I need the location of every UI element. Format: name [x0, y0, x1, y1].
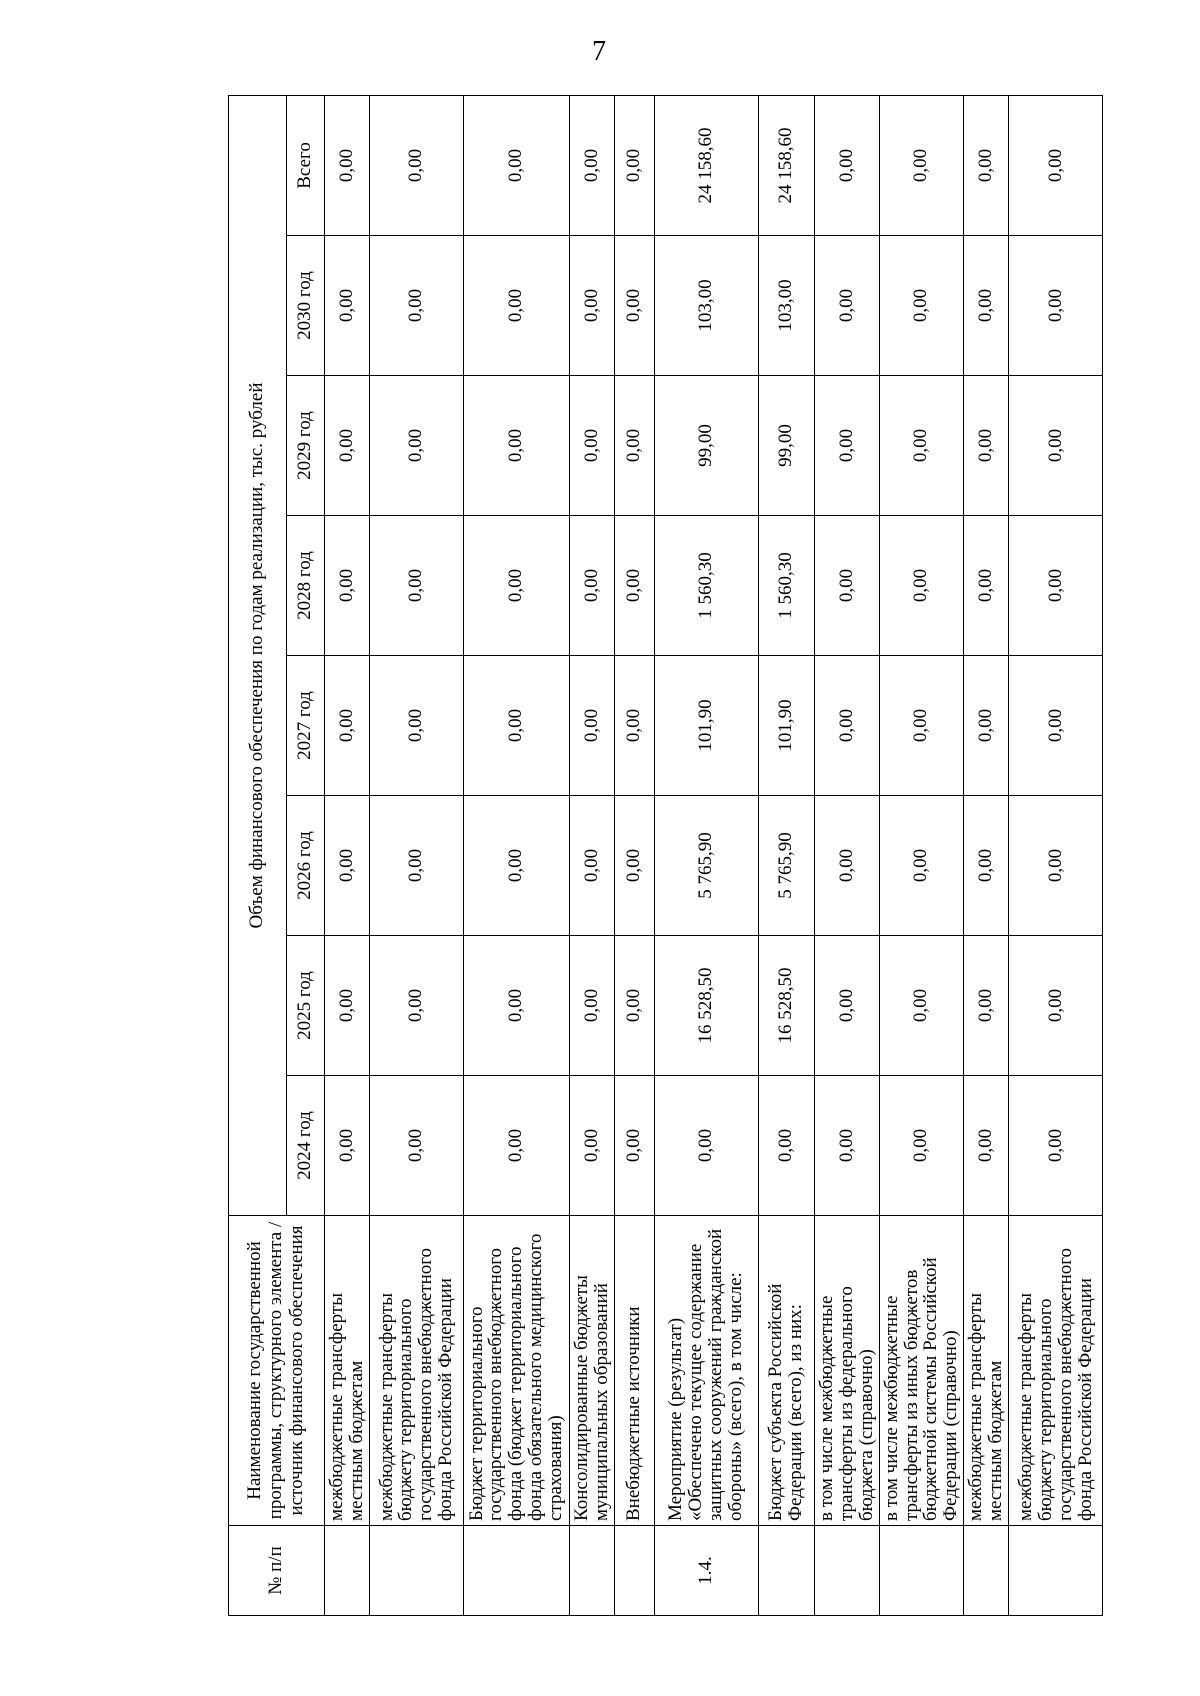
row-number [964, 1526, 1009, 1616]
financing-table [228, 95, 1103, 1616]
row-number [325, 1526, 370, 1616]
row-name: межбюджетные трансферты бюджету территориального государственного внебюджетного фонда Российской Федерации [369, 1216, 463, 1526]
row-value: 0,00 [569, 656, 614, 796]
row-value: 0,00 [369, 236, 463, 376]
row-number [758, 1526, 814, 1616]
row-value: 0,00 [325, 1076, 370, 1216]
row-number [1009, 1526, 1103, 1616]
row-name: в том числе межбюджетные трансферты из иных бюджетов бюджетной системы Российской Федерации (справочно) [879, 1216, 964, 1526]
row-value: 0,00 [325, 376, 370, 516]
row-value: 0,00 [814, 376, 879, 516]
row-value: 0,00 [569, 516, 614, 656]
header-year: 2024 год [287, 1076, 325, 1216]
row-value: 99,00 [654, 376, 758, 516]
row-value: 0,00 [614, 516, 654, 656]
table-row [369, 95, 463, 1615]
rotated-table-container [228, 96, 1096, 1616]
row-name: межбюджетные трансферты местным бюджетам [325, 1216, 370, 1526]
row-value: 0,00 [325, 796, 370, 936]
row-value: 0,00 [463, 376, 569, 516]
row-value: 0,00 [964, 516, 1009, 656]
row-value: 0,00 [569, 236, 614, 376]
row-value: 0,00 [964, 936, 1009, 1076]
header-number: № п/п [229, 1526, 325, 1616]
table-row [569, 95, 614, 1615]
table-row [325, 95, 370, 1615]
row-value: 0,00 [369, 1076, 463, 1216]
row-value: 0,00 [1009, 656, 1103, 796]
row-name: межбюджетные трансферты бюджету территориального государственного внебюджетного фонда Российской Федерации [1009, 1216, 1103, 1526]
row-value: 0,00 [614, 936, 654, 1076]
row-name: в том числе межбюджетные трансферты из федерального бюджета (справочно) [814, 1216, 879, 1526]
table-row [654, 95, 758, 1615]
row-value: 0,00 [463, 796, 569, 936]
table-row [1009, 95, 1103, 1615]
row-number [879, 1526, 964, 1616]
row-name: Внебюджетные источники [614, 1216, 654, 1526]
table-row [879, 95, 964, 1615]
page-number: 7 [592, 36, 606, 67]
row-value: 0,00 [325, 236, 370, 376]
row-value: 0,00 [654, 1076, 758, 1216]
row-value: 0,00 [369, 516, 463, 656]
row-value: 0,00 [879, 936, 964, 1076]
row-value: 0,00 [463, 936, 569, 1076]
row-value: 0,00 [814, 516, 879, 656]
table-row [614, 95, 654, 1615]
row-value: 103,00 [654, 236, 758, 376]
row-total: 0,00 [814, 95, 879, 235]
row-value: 0,00 [814, 236, 879, 376]
row-value: 16 528,50 [654, 936, 758, 1076]
row-value: 0,00 [879, 1076, 964, 1216]
row-value: 0,00 [964, 236, 1009, 376]
row-value: 5 765,90 [758, 796, 814, 936]
row-total: 0,00 [1009, 95, 1103, 235]
row-value: 0,00 [814, 1076, 879, 1216]
row-value: 0,00 [1009, 516, 1103, 656]
row-value: 5 765,90 [654, 796, 758, 936]
row-value: 0,00 [463, 656, 569, 796]
row-total: 0,00 [964, 95, 1009, 235]
row-value: 0,00 [1009, 796, 1103, 936]
row-value: 0,00 [569, 936, 614, 1076]
row-value: 0,00 [879, 516, 964, 656]
header-group: Объем финансового обеспечения по годам реализации, тыс. рублей [229, 95, 287, 1215]
row-value: 0,00 [814, 796, 879, 936]
row-number [614, 1526, 654, 1616]
row-total: 24 158,60 [758, 95, 814, 235]
header-total: Всего [287, 95, 325, 235]
header-year: 2029 год [287, 376, 325, 516]
row-number [463, 1526, 569, 1616]
row-total: 24 158,60 [654, 95, 758, 235]
row-value: 0,00 [879, 236, 964, 376]
header-year: 2025 год [287, 936, 325, 1076]
row-value: 101,90 [654, 656, 758, 796]
row-value: 0,00 [1009, 236, 1103, 376]
row-name: Бюджет территориального государственного внебюджетного фонда (бюджет территориального фонда обязательного медицинского страхования) [463, 1216, 569, 1526]
row-value: 0,00 [569, 376, 614, 516]
row-value: 0,00 [964, 376, 1009, 516]
row-value: 0,00 [369, 656, 463, 796]
row-number [369, 1526, 463, 1616]
row-value: 0,00 [369, 936, 463, 1076]
table-body [325, 95, 1103, 1615]
row-value: 0,00 [879, 376, 964, 516]
row-value: 0,00 [463, 516, 569, 656]
row-value: 0,00 [325, 656, 370, 796]
table-row [758, 95, 814, 1615]
header-name: Наименование государственной программы, структурного элемента / источник финансового обеспечения [229, 1216, 325, 1526]
row-value: 0,00 [964, 1076, 1009, 1216]
row-value: 0,00 [879, 796, 964, 936]
row-number [569, 1526, 614, 1616]
row-total: 0,00 [325, 95, 370, 235]
row-number: 1.4. [654, 1526, 758, 1616]
row-value: 0,00 [879, 656, 964, 796]
row-total: 0,00 [614, 95, 654, 235]
row-name: Бюджет субъекта Российской Федерации (всего), из них: [758, 1216, 814, 1526]
row-total: 0,00 [369, 95, 463, 235]
row-value: 0,00 [964, 656, 1009, 796]
header-year: 2028 год [287, 516, 325, 656]
row-total: 0,00 [463, 95, 569, 235]
row-name: межбюджетные трансферты местным бюджетам [964, 1216, 1009, 1526]
row-value: 99,00 [758, 376, 814, 516]
row-value: 0,00 [614, 796, 654, 936]
row-total: 0,00 [569, 95, 614, 235]
row-name: Мероприятие (результат) «Обеспечено текущее содержание защитных сооружений гражданской обороны» (всего), в том числе: [654, 1216, 758, 1526]
row-value: 1 560,30 [758, 516, 814, 656]
row-value: 0,00 [1009, 936, 1103, 1076]
row-total: 0,00 [879, 95, 964, 235]
table-row [964, 95, 1009, 1615]
header-year: 2027 год [287, 656, 325, 796]
row-value: 0,00 [814, 936, 879, 1076]
header-year: 2026 год [287, 796, 325, 936]
row-number [814, 1526, 879, 1616]
row-value: 0,00 [758, 1076, 814, 1216]
row-value: 1 560,30 [654, 516, 758, 656]
row-value: 16 528,50 [758, 936, 814, 1076]
row-value: 103,00 [758, 236, 814, 376]
row-value: 0,00 [463, 1076, 569, 1216]
row-value: 0,00 [614, 376, 654, 516]
row-value: 0,00 [614, 1076, 654, 1216]
row-value: 0,00 [325, 516, 370, 656]
row-value: 0,00 [1009, 376, 1103, 516]
row-value: 0,00 [614, 236, 654, 376]
row-value: 0,00 [369, 376, 463, 516]
row-value: 0,00 [369, 796, 463, 936]
row-value: 0,00 [569, 796, 614, 936]
row-value: 0,00 [569, 1076, 614, 1216]
row-value: 0,00 [614, 656, 654, 796]
row-value: 0,00 [814, 656, 879, 796]
row-value: 0,00 [964, 796, 1009, 936]
row-value: 0,00 [325, 936, 370, 1076]
table-row [463, 95, 569, 1615]
row-value: 0,00 [463, 236, 569, 376]
table-row [814, 95, 879, 1615]
row-name: Консолидированные бюджеты муниципальных образований [569, 1216, 614, 1526]
row-value: 101,90 [758, 656, 814, 796]
row-value: 0,00 [1009, 1076, 1103, 1216]
header-year: 2030 год [287, 236, 325, 376]
